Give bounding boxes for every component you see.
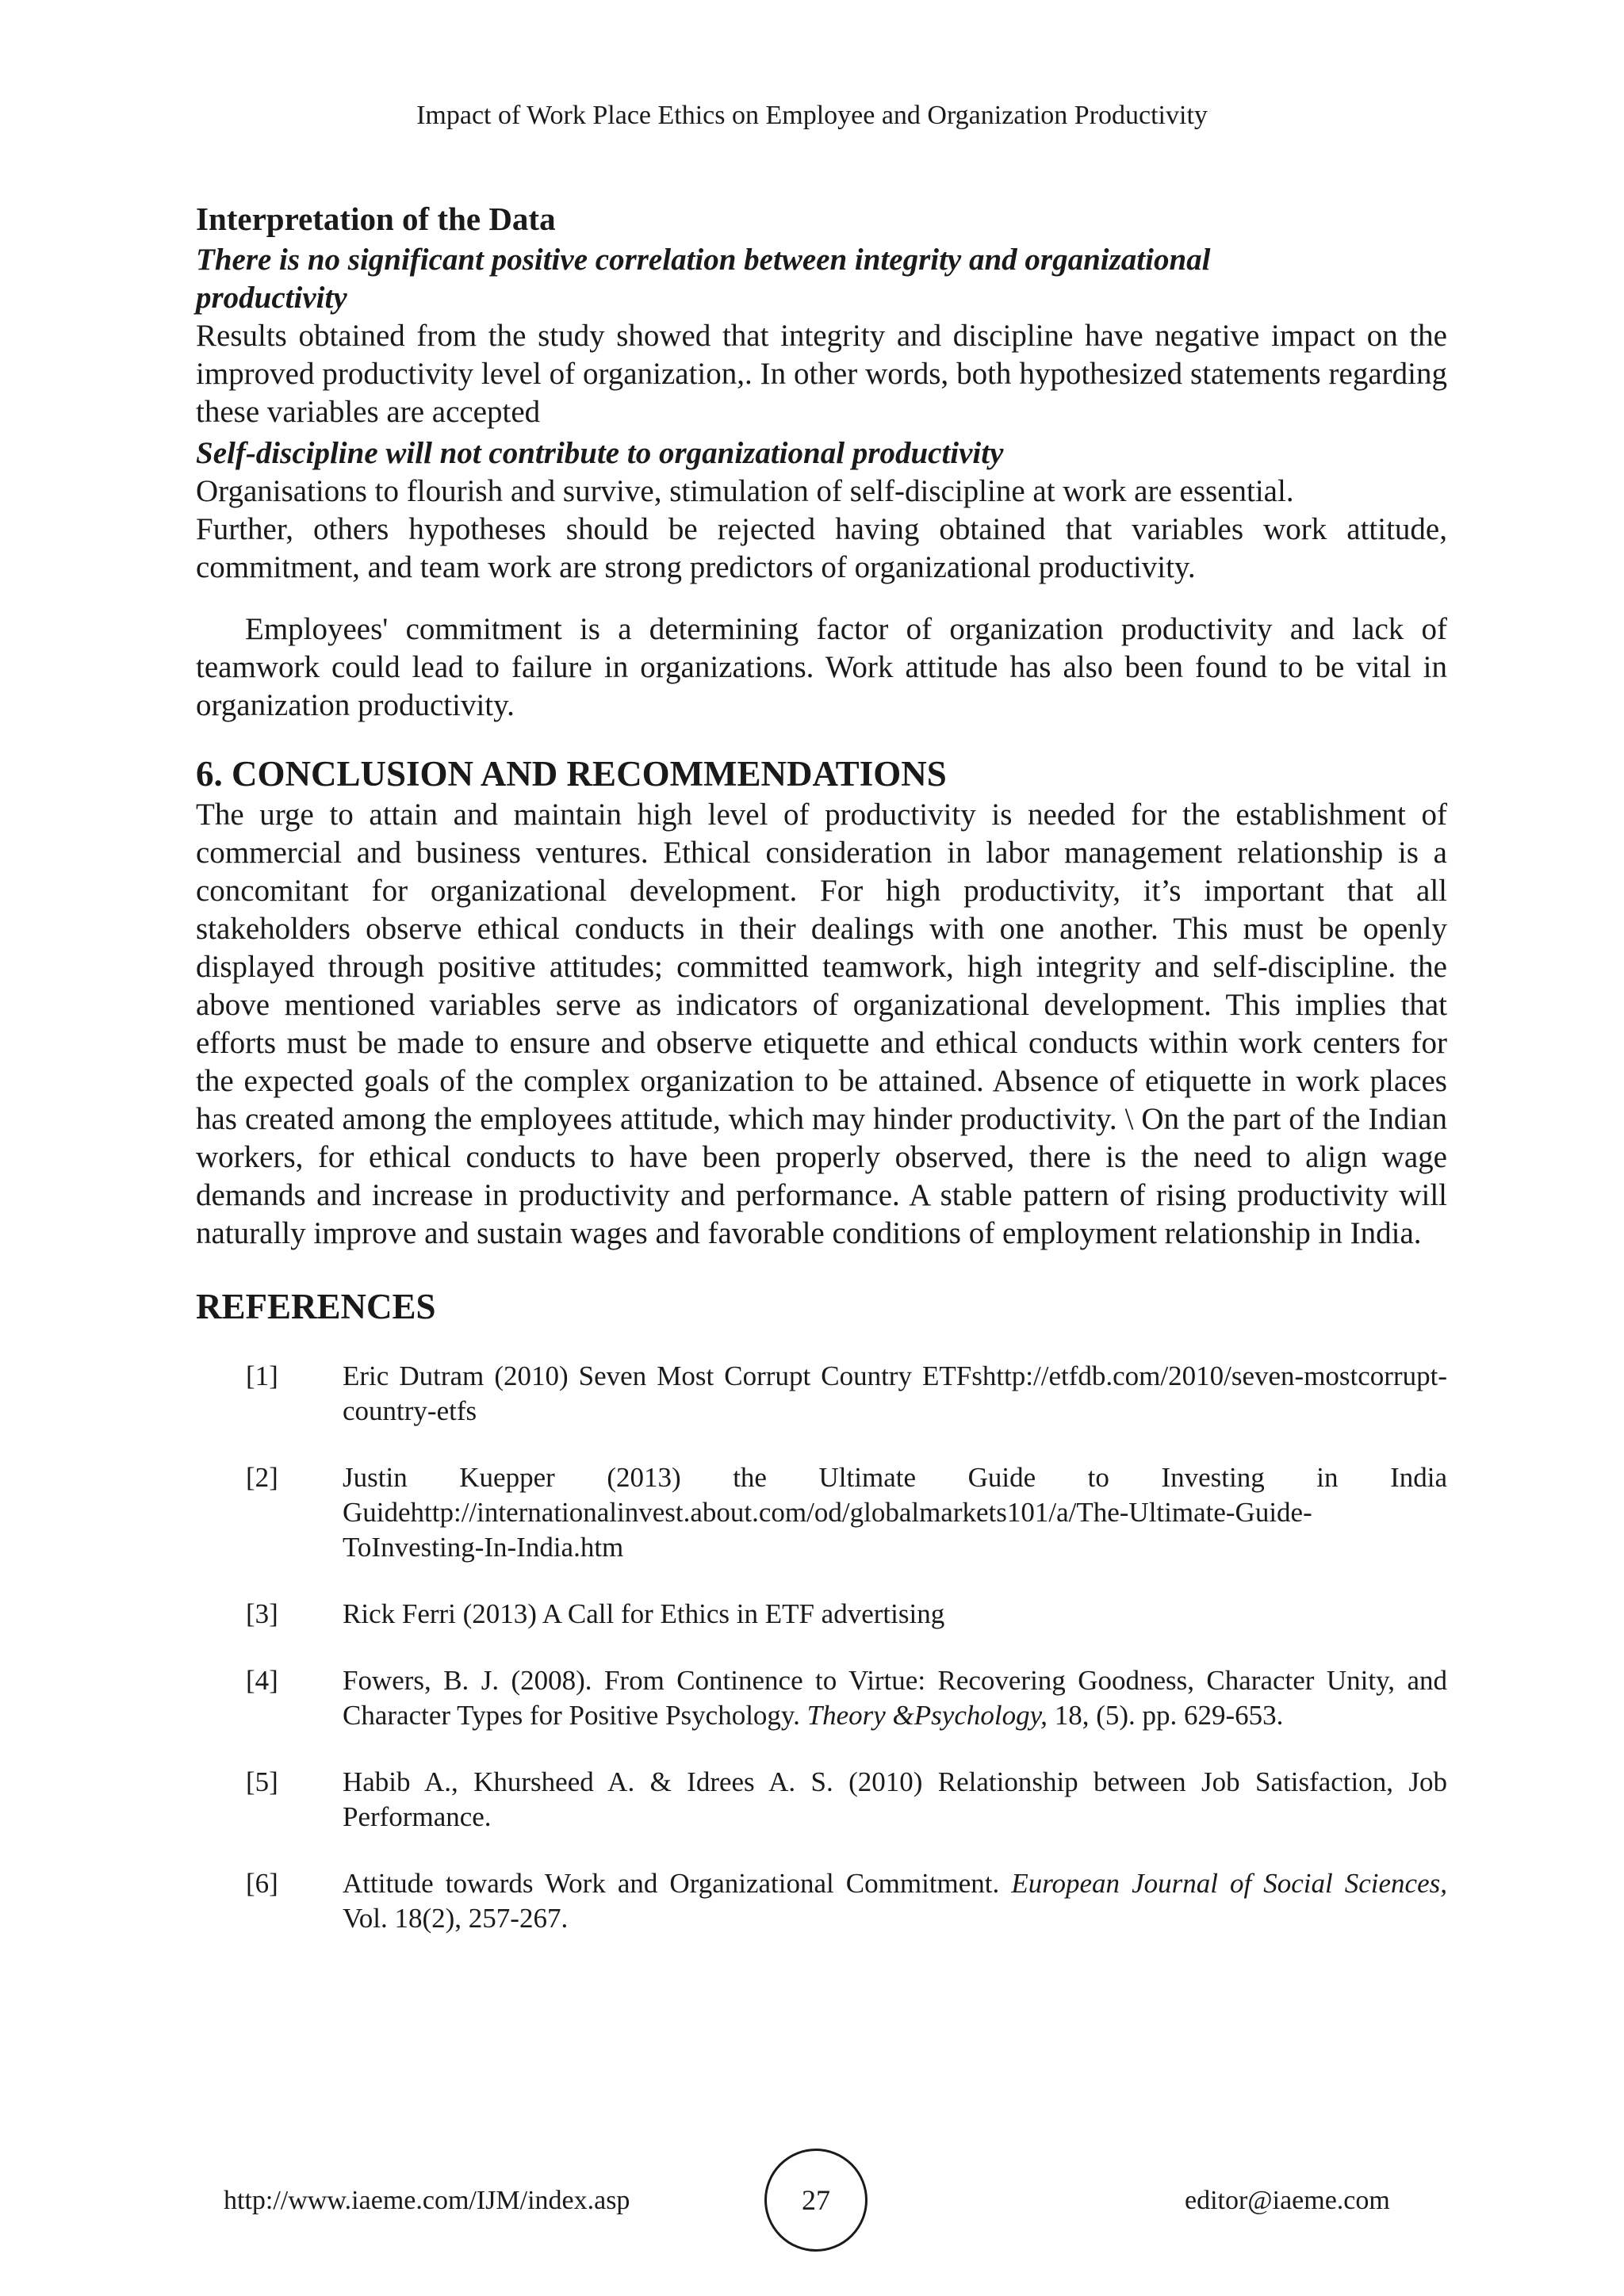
reference-item [196,1597,1447,1632]
reference-number: [2] [246,1462,278,1493]
paragraph-commitment: Employees' commitment is a determining factor of organization productivity and lack of teamwork could lead to failure in organizations. Work attitude has also been found to be vital in organization productivity. [196,612,1447,722]
reference-item [196,1866,1447,1936]
paragraph-integrity-results: Results obtained from the study showed that integrity and discipline have negative impact on the improved productivity level of organization,. In other words, both hypothesized statements regarding these variables are accepted [196,319,1447,429]
reference-journal: European Journal of Social Sciences, [1011,1868,1447,1899]
reference-number: [4] [246,1665,278,1696]
reference-text [343,1866,1447,1936]
footer-email-link[interactable]: editor@iaeme.com [1185,2186,1390,2215]
reference-text [343,1663,1447,1733]
reference-text: Habib A., Khursheed A. & Idrees A. S. (2010) Relationship between Job Satisfaction, Job Performance. [343,1766,1447,1832]
reference-item [196,1765,1447,1835]
page-number-badge [764,2149,868,2252]
reference-item [196,1359,1447,1429]
paragraph-hypotheses: Further, others hypotheses should be rejected having obtained that variables work attitude, commitment, and team work are strong predictors of organizational productivity. [196,512,1447,584]
reference-number: [3] [246,1598,278,1629]
reference-text-main: Fowers, B. J. (2008). From Continence to Virtue: Recovering Goodness, Character Unity, and Character Types for Positive Psychology. [343,1665,1447,1731]
running-header: Impact of Work Place Ethics on Employee and Organization Productivity [416,101,1208,130]
reference-item [196,1460,1447,1565]
reference-number: [1] [246,1360,278,1391]
reference-list [196,1359,1447,1936]
reference-text: Justin Kuepper (2013) the Ultimate Guide to Investing in India Guidehttp://internationalinvest.about.com/od/globalmarkets101/a/The-Ultimate-Guide-ToInvesting-In-India.htm [343,1462,1447,1563]
reference-text: Eric Dutram (2010) Seven Most Corrupt Country ETFshttp://etfdb.com/2010/seven-mostcorrupt-country-etfs [343,1360,1447,1426]
page-number: 27 [802,2184,830,2216]
reference-journal: Theory &Psychology, [806,1700,1048,1731]
reference-text-tail: Vol. 18(2), 257-267. [343,1903,569,1934]
reference-number: [6] [246,1868,278,1899]
section-heading-conclusion: 6. CONCLUSION AND RECOMMENDATIONS [196,754,947,794]
footer-url-link[interactable]: http://www.iaeme.com/IJM/index.asp [224,2186,630,2215]
subheading-integrity: There is no significant positive correlation between integrity and organizational productivity [196,243,1211,315]
reference-item [196,1663,1447,1733]
reference-number: [5] [246,1766,278,1797]
section-heading-interpretation: Interpretation of the Data [196,201,556,237]
section-heading-references: REFERENCES [196,1287,436,1326]
subheading-self-discipline: Self-discipline will not contribute to organizational productivity [196,436,1004,470]
reference-text-tail: 18, (5). pp. 629-653. [1047,1700,1284,1731]
paragraph-self-discipline-line1: Organisations to flourish and survive, stimulation of self-discipline at work are essential. [196,474,1294,508]
reference-text-main: Attitude towards Work and Organizational Commitment. [343,1868,1012,1899]
page-content [196,197,1447,1968]
reference-text: Rick Ferri (2013) A Call for Ethics in ETF advertising [343,1598,945,1629]
paragraph-conclusion: The urge to attain and maintain high level of productivity is needed for the establishment of commercial and business ventures. Ethical consideration in labor management relationship is a concomitant for organizational development. For high productivity, it’s important that all stakeholders observe ethical conducts in their dealings with one another. This must be openly displayed through positive attitudes; committed teamwork, high integrity and self-discipline. the above mentioned variables serve as indicators of organizational development. This implies that efforts must be made to ensure and observe etiquette and ethical conducts within work centers for the expected goals of the complex organization to be attained. Absence of etiquette in work places has created among the employees attitude, which may hinder productivity. \ On the part of the Indian workers, for ethical conducts to have been properly observed, there is the need to align wage demands and increase in productivity and performance. A stable pattern of rising productivity will naturally improve and sustain wages and favorable conditions of employment relationship in India. [196,798,1447,1250]
